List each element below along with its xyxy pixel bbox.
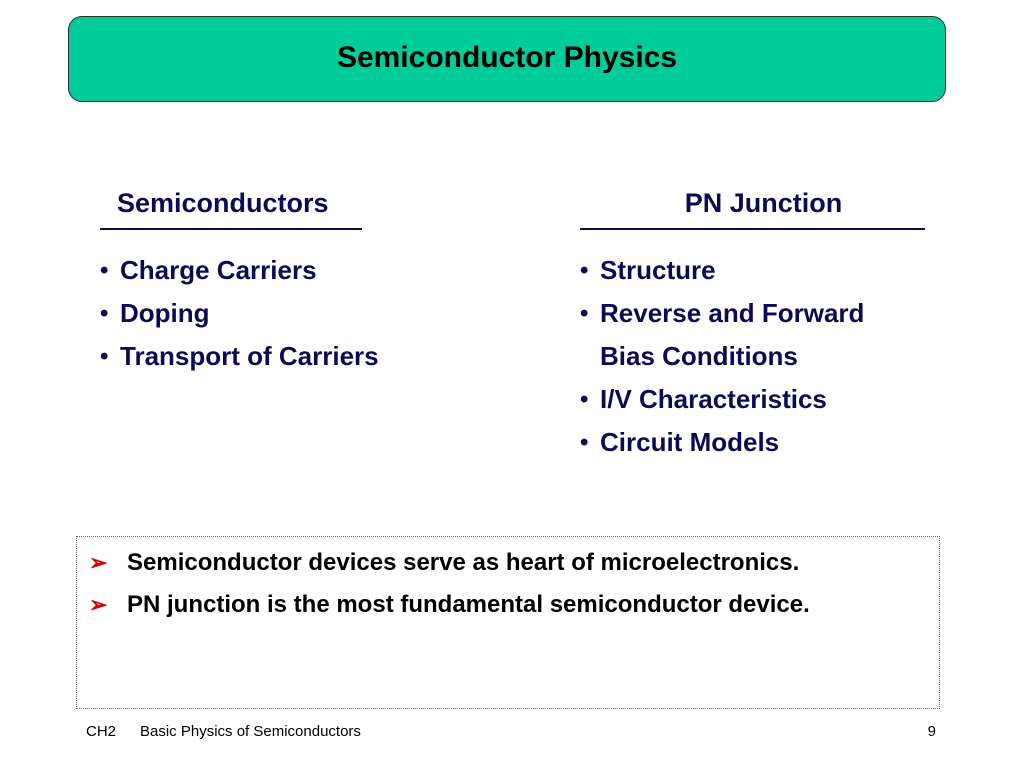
bullet-icon: •	[580, 257, 589, 284]
slide-title-box	[68, 16, 946, 102]
bullet-icon: •	[580, 386, 589, 413]
list-item-label: I/V Characteristics	[600, 384, 827, 414]
list-item	[580, 292, 925, 335]
bullet-icon: •	[100, 257, 109, 284]
note-text: Semiconductor devices serve as heart of microelectronics.	[127, 549, 800, 576]
footer-subject: Basic Physics of Semiconductors	[140, 723, 361, 740]
list-item-label: Doping	[120, 298, 210, 328]
list-item-label: Structure	[600, 255, 716, 285]
semiconductors-column	[100, 186, 379, 378]
list-item	[580, 249, 925, 292]
footer-page-number: 9	[927, 723, 936, 740]
semiconductors-heading: Semiconductors	[100, 186, 362, 230]
note-text: PN junction is the most fundamental semiconductor device.	[127, 591, 810, 618]
list-item-label: Charge Carriers	[120, 255, 317, 285]
list-item	[100, 292, 362, 335]
list-item	[100, 335, 379, 378]
list-item	[100, 249, 362, 292]
list-item-label: Circuit Models	[600, 427, 780, 457]
bullet-icon: •	[580, 300, 589, 327]
semiconductors-list	[100, 249, 379, 378]
pn-junction-column	[580, 186, 925, 464]
arrow-bullet-icon: ➢	[89, 550, 108, 575]
list-item	[580, 421, 925, 464]
list-item-label: Reverse and Forward	[600, 298, 865, 328]
list-item-label: Bias Conditions	[600, 341, 798, 371]
slide-title: Semiconductor Physics	[336, 41, 678, 74]
bullet-icon: •	[100, 300, 109, 327]
list-item	[580, 378, 925, 421]
summary-notes-box	[76, 536, 940, 709]
note-item	[89, 547, 929, 579]
list-item-label: Transport of Carriers	[120, 341, 379, 371]
bullet-icon: •	[580, 429, 589, 456]
list-item-continuation	[580, 335, 925, 378]
arrow-bullet-icon: ➢	[89, 592, 108, 617]
pn-junction-heading: PN Junction	[580, 186, 925, 230]
pn-junction-list	[580, 249, 925, 464]
footer-chapter: CH2	[86, 723, 117, 740]
note-item	[89, 589, 929, 621]
bullet-icon: •	[100, 343, 109, 370]
